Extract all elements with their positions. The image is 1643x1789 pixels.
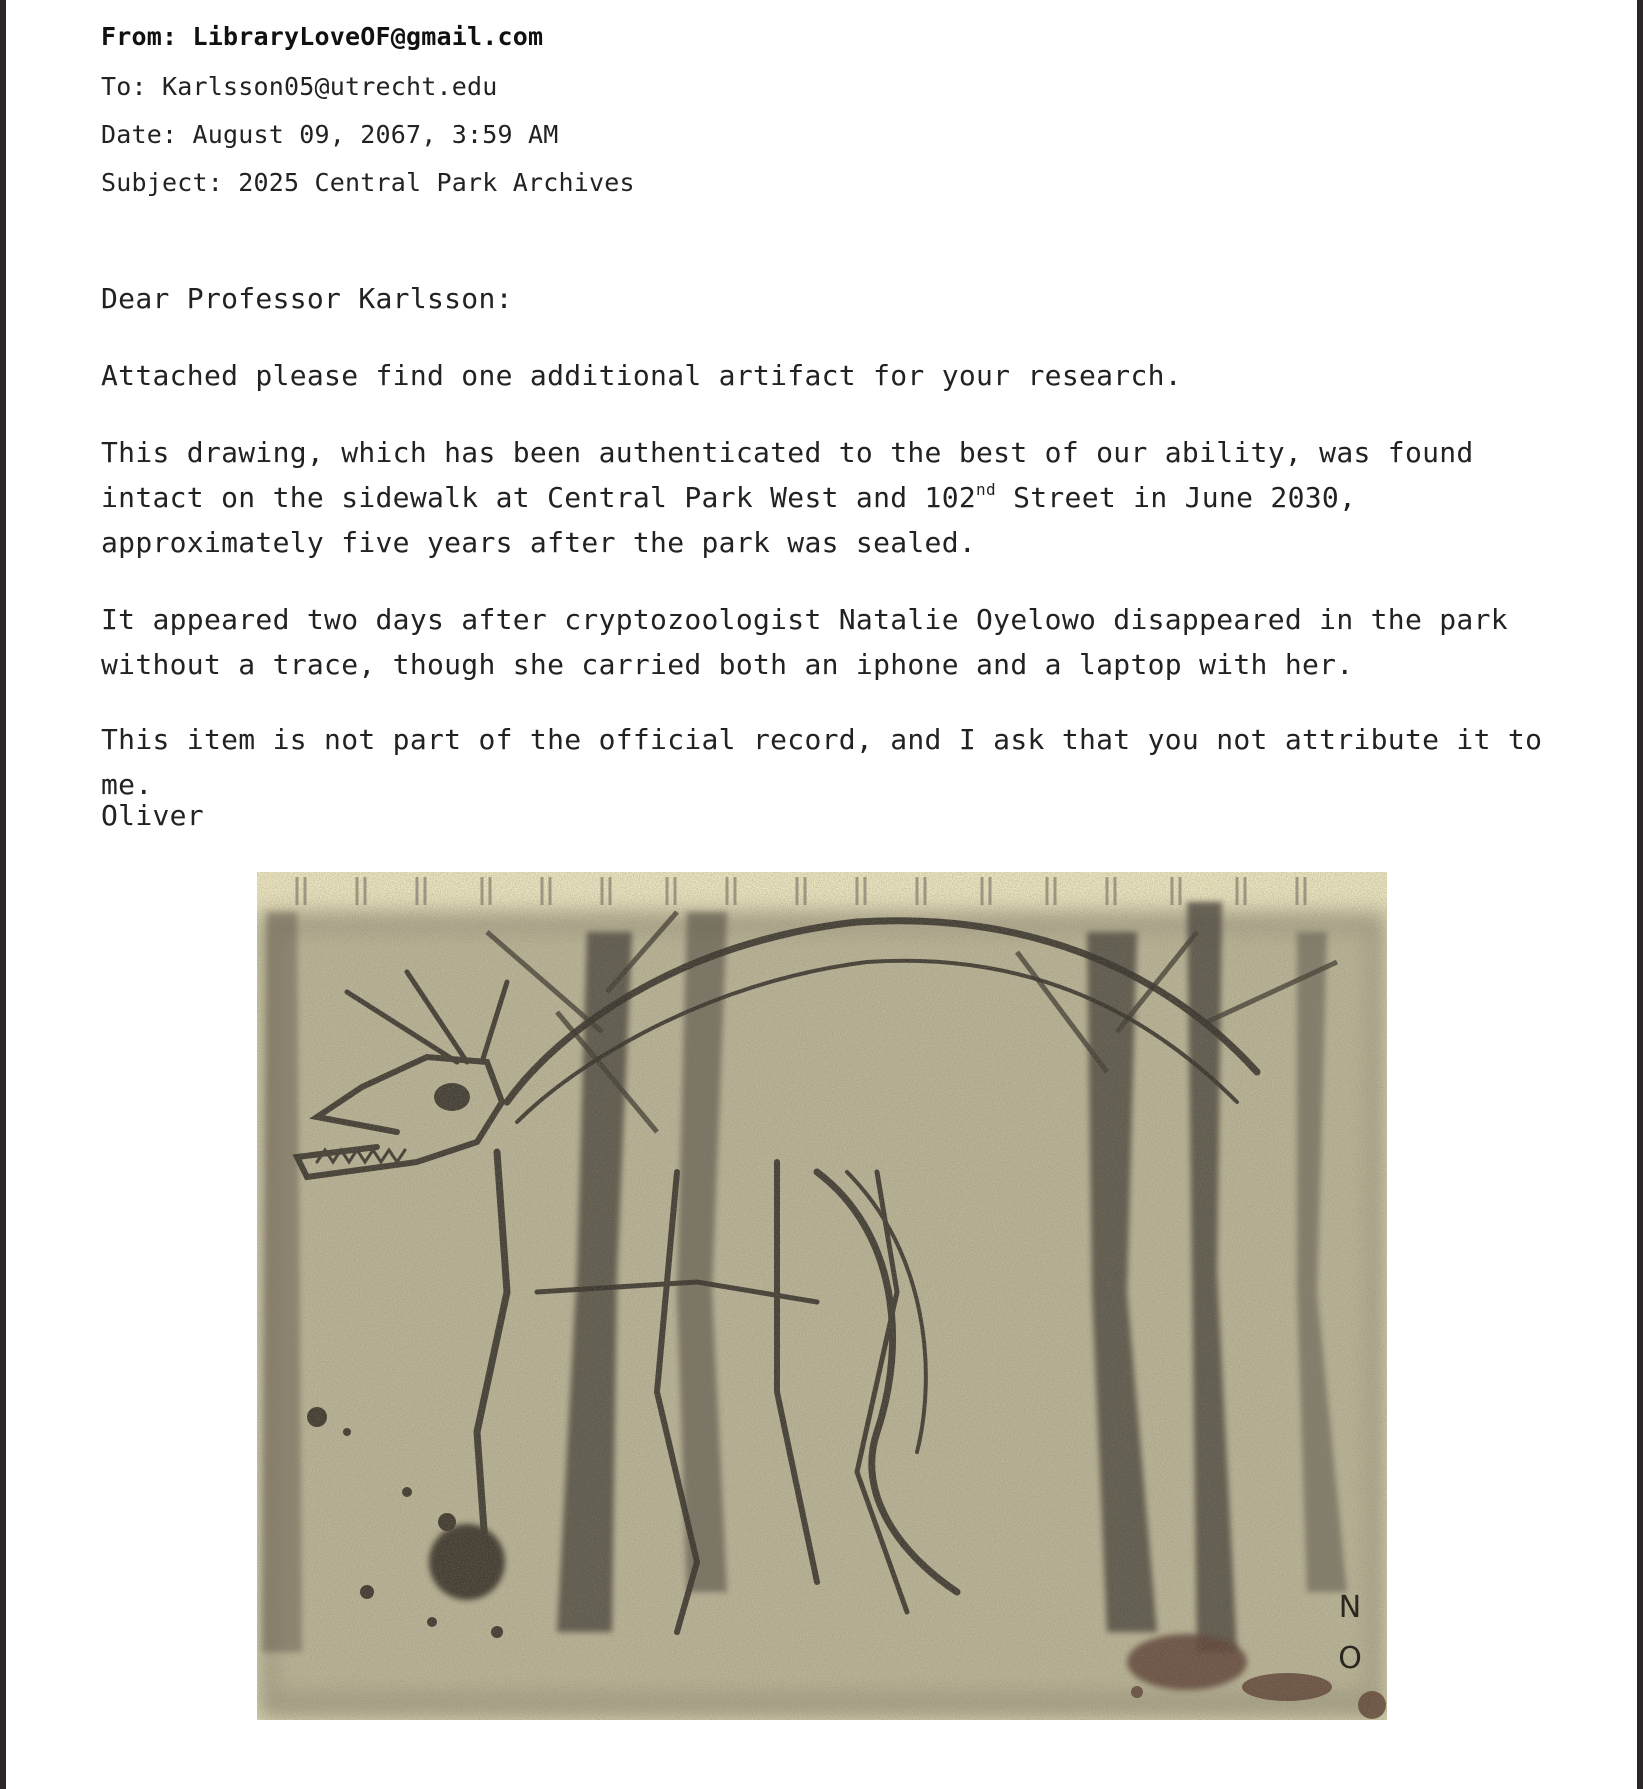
email-paragraph-3: It appeared two days after cryptozoologist Natalie Oyelowo disappeared in the park without a trace, though she carried both an iphone and a laptop with her. [101,603,1508,681]
page-right-border [1637,0,1643,1789]
email-paragraph-2 [101,430,1561,565]
drawing-initial-n: N [1338,1590,1362,1625]
email-subject: Subject: 2025 Central Park Archives [101,168,635,197]
email-paragraph-4: This item is not part of the official record, and I ask that you not attribute it to me. [101,723,1543,801]
email-to: To: Karlsson05@utrecht.edu [101,72,498,101]
ordinal-suffix: nd [976,479,996,499]
paper-grain [257,872,1387,1720]
paragraph-2-text-b: Street in June 2030, approximately five years after the park was sealed. [101,481,1357,559]
email-signature: Oliver [101,799,204,832]
email-date: Date: August 09, 2067, 3:59 AM [101,120,559,149]
email-paragraph-1: Attached please find one additional artifact for your research. [101,359,1182,392]
paragraph-2-text-a: This drawing, which has been authenticated to the best of our ability, was found intact on the sidewalk at Central Park West and 102 [101,436,1474,514]
email-from: From: LibraryLoveOF@gmail.com [101,22,544,51]
drawing-initial-o: O [1338,1641,1362,1676]
page-left-border [0,0,6,1789]
email-greeting: Dear Professor Karlsson: [101,282,513,315]
attached-drawing-image [257,872,1387,1720]
